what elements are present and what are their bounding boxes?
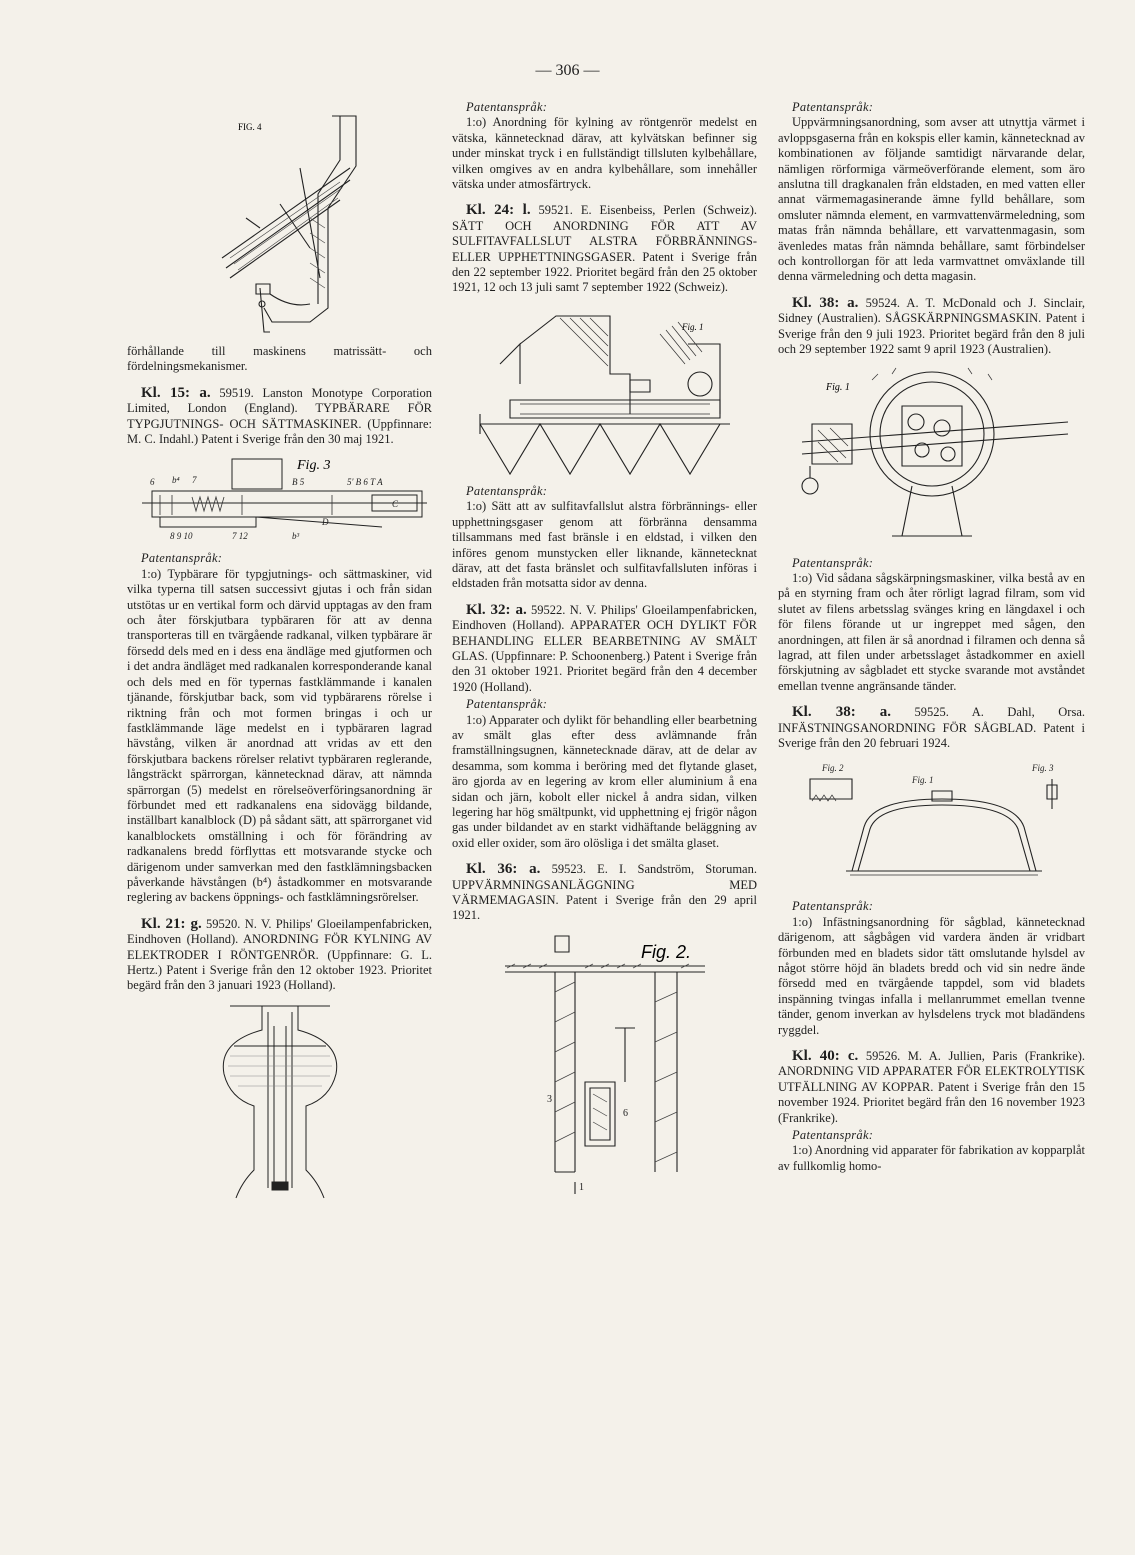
patent-entry-59521 — [452, 203, 757, 295]
fig2-label: Fig. 2. — [640, 941, 691, 962]
class-heading: Kl. 38: a. — [792, 294, 859, 311]
patentansprak-label: Patentanspråk: — [466, 697, 548, 712]
patentansprak-label: Patentanspråk: — [792, 555, 874, 570]
svg-text:b⁴: b⁴ — [172, 475, 180, 486]
entry-body: 59522. N. V. Philips' Gloeilampenfabricken, Eindhoven (Holland). APPARATER OCH DYLIKT FÖR BEHANDLING ELLER BEARBETNING AV SMÄLT GLAS. (Uppfinnare: P. Schoonenberg.) Patent i Sverige från den 31 oktober 1921. Prioritet begärd från den 4 december 1920 (Holland). — [452, 602, 757, 694]
svg-text:8 9 10: 8 9 10 — [170, 531, 193, 542]
xray-tube-drawing — [200, 1002, 360, 1202]
patentansprak-label: Patentanspråk: — [466, 100, 548, 114]
figure-3-drawing — [132, 455, 427, 543]
entry-body: 59523. E. I. Sandström, Storuman. UPPVÄRMNINGSANLÄGGNING MED VÄRMEMAGASIN. Patent i Sverige från den 29 april 1921. — [452, 862, 757, 923]
svg-text:3: 3 — [546, 1093, 552, 1105]
figure-4-drawing — [160, 108, 400, 336]
class-heading: Kl. 36: a. — [466, 861, 541, 878]
continued-text: förhållande till maskinens matrissätt- och fördelningsmekanismer. — [127, 344, 432, 374]
class-heading: Kl. 40: c. — [792, 1048, 859, 1065]
svg-text:1: 1 — [578, 1181, 584, 1193]
svg-text:D: D — [322, 517, 329, 528]
claim-text: 1:o) Anordning vid apparater för fabrikation av kopparplåt av fullkomlig homo- — [778, 1143, 1085, 1173]
svg-text:b³: b³ — [292, 531, 300, 542]
entry-body: 59521. E. Eisenbeiss, Perlen (Schweiz). SÄTT OCH ANORDNING FÖR ATT AV SULFITAVFALLSLUT ALSTRA FÖRBRÄNNINGS- ELLER UPPHETTNINGSGASER. Patent i Sverige från den 22 september 1922. Prioritet begärd från den 25 oktober 1921, 12 och 13 juli samt 7 september 1922 (Schweiz). — [452, 203, 758, 295]
svg-text:7: 7 — [192, 475, 197, 486]
class-heading: Kl. 38: a. — [792, 704, 892, 721]
heating-installation-drawing — [495, 932, 715, 1194]
fig1-label: Fig. 1 — [911, 775, 933, 786]
patent-entry-59526 — [778, 1049, 1085, 1126]
claim-text: 1:o) Apparater och dylikt för behandling eller bearbetning av smält glas efter dess avlämnande från framställningsugnen, kännetecknade därav, att de delar av desamma, som komma i beröring med det flytande glaset, äro gjorda av en legering av krom eller aluminium å ena sidan och järn, kobolt eller nickel å andra sidan, vilken legering har hög smältpunkt, vid upphettning ej frigör någon gas under bildandet av en starkt vidhäftande beläggning av oxid eller oxider, som äro olösliga i det smälta glaset. — [452, 712, 757, 850]
saw-sharpening-machine-drawing — [782, 366, 1082, 548]
svg-text:7 12: 7 12 — [232, 531, 248, 542]
class-heading: Kl. 32: a. — [466, 601, 527, 618]
column-3 — [778, 100, 1085, 1174]
fig1-label: Fig. 1 — [825, 381, 850, 393]
svg-text:B 5: B 5 — [292, 477, 305, 488]
entry-body: 59519. Lanston Monotype Corporation Limited, London (England). TYPBÄRARE FÖR TYPGJUTNINGS- OCH SÄTTMASKINER. (Uppfinnare: M. C. Indahl.) Patent i Sverige från den 30 maj 1921. — [127, 385, 432, 447]
patentansprak-label: Patentanspråk: — [466, 483, 548, 498]
svg-text:5' B 6 T A: 5' B 6 T A — [347, 477, 383, 488]
svg-text:6: 6 — [622, 1107, 628, 1119]
entry-body: 59524. A. T. McDonald och J. Sinclair, Sidney (Australien). SÅGSKÄRPNINGSMASKIN. Patent i Sverige från den 9 juli 1923. Prioritet begärd från den 8 juli och 29 september 1922 samt 9 april 1923 (Australien). — [778, 295, 1085, 357]
entry-body: 59520. N. V. Philips' Gloeilampenfabricken, Eindhoven (Holland). ANORDNING FÖR KYLNING AV ELEKTRODER I RÖNTGENRÖR. (Uppfinnare: G. L. Hertz.) Patent i Sverige från den 12 oktober 1923. Prioritet begärd från den 3 januari 1923 (Holland). — [127, 916, 432, 993]
patent-entry-59524 — [778, 296, 1085, 358]
claim-text: 1:o) Infästningsanordning för sågblad, kännetecknad därigenom, att sågbågen vid vardera änden är vridbart förbunden med en bladets sidor tätt omslutande hylsdel av något större höjd än bladets bredd och vid sin nedre ände försedd med en tvärgående tappdel, som vid bladets inspänning tvingas infalla i mellanrummet emellan tvenne tänder, genom inverkan av hylsdelens tryck mot bladändens ryggdel. — [778, 914, 1085, 1037]
fig3-label: Fig. 3 — [297, 458, 331, 474]
patent-entry-59523 — [452, 862, 757, 924]
column-1 — [127, 100, 432, 1210]
column-2 — [452, 100, 757, 1202]
patent-entry-59520 — [127, 917, 432, 994]
entry-body: 59525. A. Dahl, Orsa. INFÄSTNINGSANORDNING FÖR SÅGBLAD. Patent i Sverige från den 20 februari 1924. — [778, 705, 1085, 750]
claim-text: 1:o) Typbärare för typgjutnings- och sättmaskiner, vid vilka typerna till satsen successivt gjutas i och från sidan utstötas ur en vertikal form och därvid upptagas av den fram och åter förskjutbara typbäraren för att av denna transporteras till en tvärgående radkanal, vilken typbärare är försedd dels med en i dess ena ändläge med gjutformen och i det andra ändläget med radkanalen korresponderande kanal och dels med en för typernas fastklämmande i kanalen tjänande, förskjutbar back, som vid typbärarens rörelse i riktning från och mot formen bringas i och ur fastklämmande läge medelst en i typbäraren lagrad hävstång, vilken är anordnad att vridas av ett den förskjutbara backens rörelser relativt typbäraren reglerande, långsträckt spärrorgan, kännetecknad därav, att nämnda spärrorgan (5) medelst en rörelseöverföringsanordning är förbundet med ett radkanalens ena sidovägg bildande, inställbart kanalblock (D) på sådant sätt, att spärrorganet vid kanalblockets omställning i och för förändring av radkanalens bredd förflyttas ett motsvarande stycke och därigenom under samverkan med den fastklämningsbacken påverkande hävstången (b⁴) åstadkommer en motsvarande reglering av backens öppnings- och fastklämningsrörelser. — [127, 566, 432, 905]
furnace-drawing — [460, 304, 750, 476]
class-heading: Kl. 15: a. — [141, 384, 211, 401]
patent-entry-59522 — [452, 603, 757, 695]
claim-text: 1:o) Vid sådana sågskärpningsmaskiner, vilka bestå av en på en styrning fram och åter rörligt lagrad filram, som vid slutet av filens arbetsslag svänges kring en längdaxel i och för filens förande ut ur ingreppet med sågen, den anordningen, att filen är så anordnad i filramen och denna så lagrad, att filen under arbetsslaget åstadkommer en axiell förskjutning av sågbladet ett stycke svarande mot avståndet emellan tvenne angränsande tänder. — [778, 570, 1085, 693]
fig3-label: Fig. 3 — [1031, 763, 1053, 774]
class-heading: Kl. 21: g. — [141, 915, 202, 932]
patentansprak-label: Patentanspråk: — [141, 551, 223, 566]
page-number: — 306 — — [535, 62, 600, 79]
saw-blade-mount-drawing — [792, 759, 1072, 891]
claim-text: Uppvärmningsanordning, som avser att utnyttja värmet i avloppsgaserna från en kokspis eller kamin, kännetecknad av kombinationen av följande samtidigt närvarande delar, nämligen rörformiga värmeöverförande element, som äro anslutna till dragkanalen från eldstaden, en med vatten eller annat värmemagasinerande ämne fylld behållare, som omsluter nämnda element, en varmvattenvärmeledning, som matas från nämnda behållare, ett varvattenmagasin, som ävenledes matas från nämnda behållare, samt förbindelser och kontrollorgan för att leda varmvattnet omväxlande till denna värmeledning och detta magasin. — [778, 115, 1085, 284]
fig4-label: FIG. 4 — [237, 122, 262, 132]
entry-body: 59526. M. A. Jullien, Paris (Frankrike). ANORDNING VID APPARATER FÖR ELEKTROLYTISK UTFÄLLNING AV KOPPAR. Patent i Sverige från den 15 november 1924. Prioritet begärd från den 16 november 1923 (Frankrike). — [778, 1049, 1085, 1125]
patent-entry-59525 — [778, 705, 1085, 751]
fig2-label: Fig. 2 — [821, 763, 843, 774]
patentansprak-label: Patentanspråk: — [792, 1128, 874, 1143]
patent-entry-59519 — [127, 386, 432, 448]
claim-text: 1:o) Anordning för kylning av röntgenrör medelst en vätska, kännetecknad därav, att kylvätskan befinner sig under minskat tryck i en fullständigt tillsluten kylbehållare, vilken omgives av en andra kylbehållare, som innehåller vätska under atmosfärtryck. — [452, 115, 757, 192]
patentansprak-label: Patentanspråk: — [792, 100, 874, 114]
patentansprak-label: Patentanspråk: — [792, 899, 874, 914]
svg-text:C: C — [392, 499, 399, 510]
claim-text: 1:o) Sätt att av sulfitavfallslut alstra förbrännings- eller upphettningsgaser genom att förbränna densamma tillsammans med fast bränsle i en eldstad, i vilken den införes genom munstycken eller liknande, kännetecknat därav, att det fasta bränslet och sulfitavfallsluten införas i eldstaden från motsatta sidor av denna. — [452, 499, 757, 591]
class-heading: Kl. 24: l. — [466, 202, 531, 219]
fig1-label: Fig. 1 — [681, 321, 703, 332]
svg-text:6: 6 — [150, 477, 155, 488]
